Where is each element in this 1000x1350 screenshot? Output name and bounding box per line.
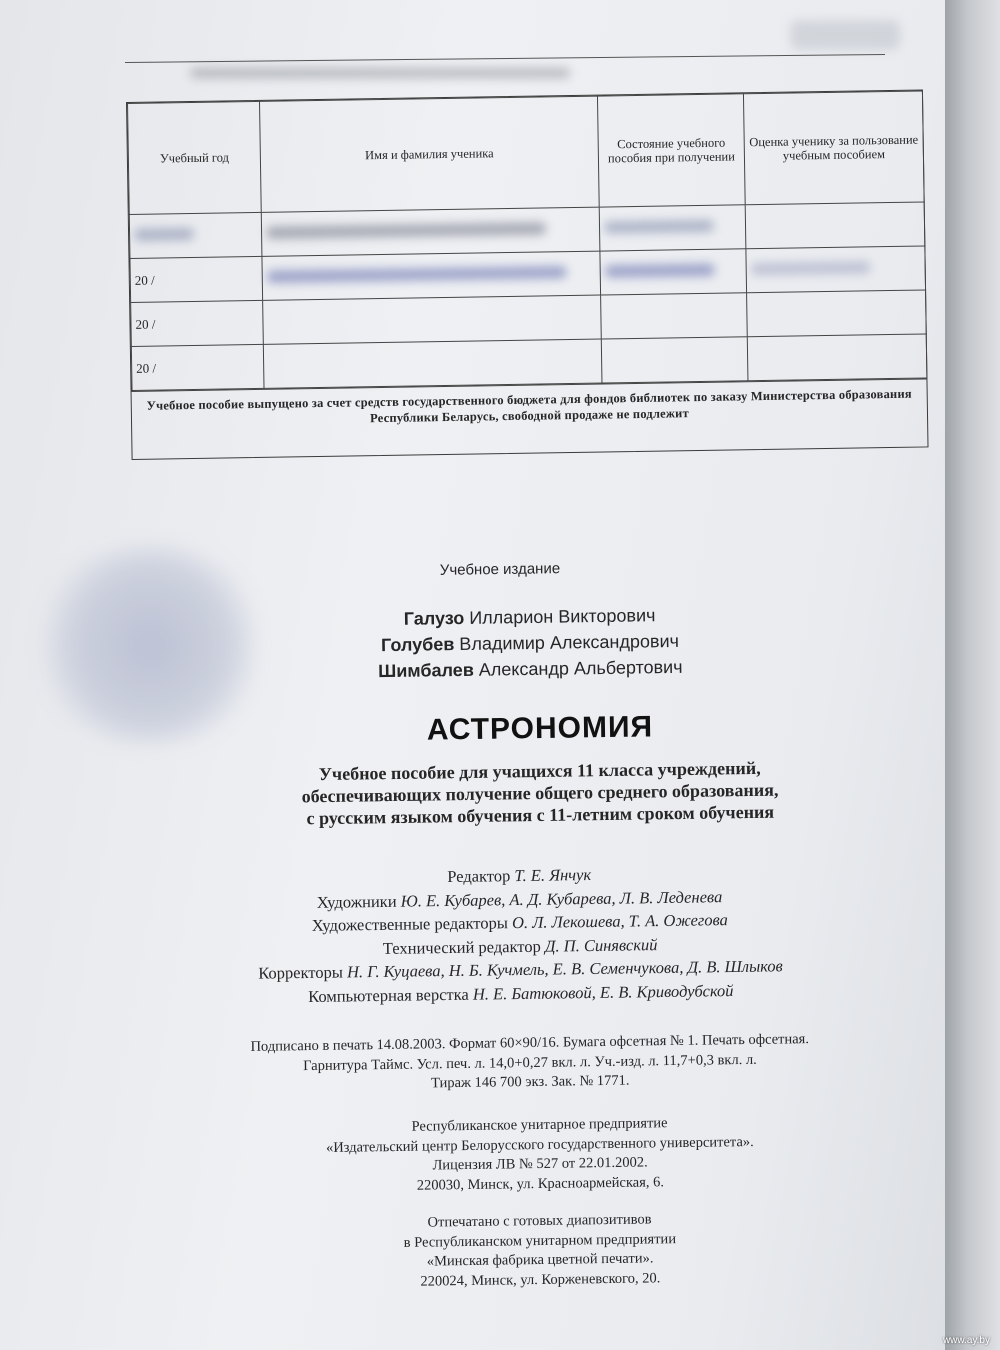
book-subtitle: Учебное пособие для учащихся 11 класса учреждений, обеспечивающих получение общего среднего образования, с русским языком обучения с 11-летним сроком обучения [301, 757, 779, 829]
row-grade [746, 246, 926, 293]
credit-line: Компьютерная верстка Н. Е. Батюковой, Е. В. Криводубской [308, 980, 734, 1006]
row-name [262, 251, 601, 300]
row-condition [601, 337, 748, 383]
row-name [263, 339, 602, 388]
credit-line: Художественные редакторы О. Л. Лекошева, Т. А. Ожегова [311, 910, 728, 935]
row-condition [600, 249, 747, 295]
row-grade [747, 290, 927, 337]
header-student-name: Имя и фамилия ученика [260, 96, 600, 212]
print-details: Подписано в печать 14.08.2003. Формат 60×90/16. Бумага офсетная № 1. Печать офсетная. Гарнитура Таймс. Усл. печ. л. 14,0+0,27 вкл. л. Уч.-изд. л. 11,7+0,3 вкл. л. Тираж 146 700 экз. Зак. № 1771. [250, 1031, 810, 1092]
row-year [129, 212, 262, 258]
row-condition [599, 205, 746, 251]
funding-notice: Учебное пособие выпущено за счет средств государственного бюджета для фондов библиотек по заказу Министерства образования Республики Беларусь, свободной продаже не подлежит [132, 378, 928, 435]
site-watermark: www.ay.by [942, 1335, 990, 1346]
header-student-grade: Оценка ученику за пользование учебным пособием [743, 91, 924, 205]
authors-list [299, 601, 760, 685]
row-year: 20 / [131, 300, 264, 346]
row-name [261, 207, 600, 256]
book-title: АСТРОНОМИЯ [426, 710, 654, 747]
row-condition [601, 293, 748, 339]
row-year: 20 / [130, 256, 263, 302]
blurred-top-text [190, 60, 590, 90]
row-name [263, 295, 602, 344]
credit-line: Редактор Т. Е. Янчук [447, 865, 592, 887]
blurred-library-stamp [30, 545, 270, 745]
library-card-table [126, 89, 929, 459]
printer-info: Отпечатано с готовых диапозитивов в Республиканском унитарном предприятии «Минская фабрика цветной печати». 220024, Минск, ул. Корженевского, 20. [403, 1211, 677, 1290]
row-year: 20 / [131, 344, 264, 390]
row-grade [745, 202, 925, 249]
header-book-condition: Состояние учебного пособия при получении [597, 94, 745, 207]
row-grade [747, 334, 927, 381]
author-line: Шимбалев Александр Альбертович [378, 656, 683, 682]
credits-list [149, 859, 891, 1010]
author-line: Голубев Владимир Александрович [380, 630, 680, 656]
blurred-corner-mark [790, 20, 900, 50]
author-line: Галузо Илларион Викторович [403, 605, 656, 629]
book-spine-edge [942, 0, 1000, 1350]
credit-line: Технический редактор Д. П. Синявский [382, 934, 658, 958]
credit-line: Художники Ю. Е. Кубарев, А. Д. Кубарева, Л. В. Леденева [316, 886, 723, 912]
edition-type: Учебное издание [439, 560, 561, 579]
publisher-info: Республиканское унитарное предприятие «Издательский центр Белорусского государственного университета». Лицензия ЛВ № 527 от 22.01.2002. 220030, Минск, ул. Красноармейская, 6. [325, 1115, 754, 1194]
credit-line: Корректоры Н. Г. Куцаева, Н. Б. Кучмель, Е. В. Семенчукова, Д. В. Шлыков [258, 956, 783, 983]
header-year: Учебный год [128, 101, 262, 214]
